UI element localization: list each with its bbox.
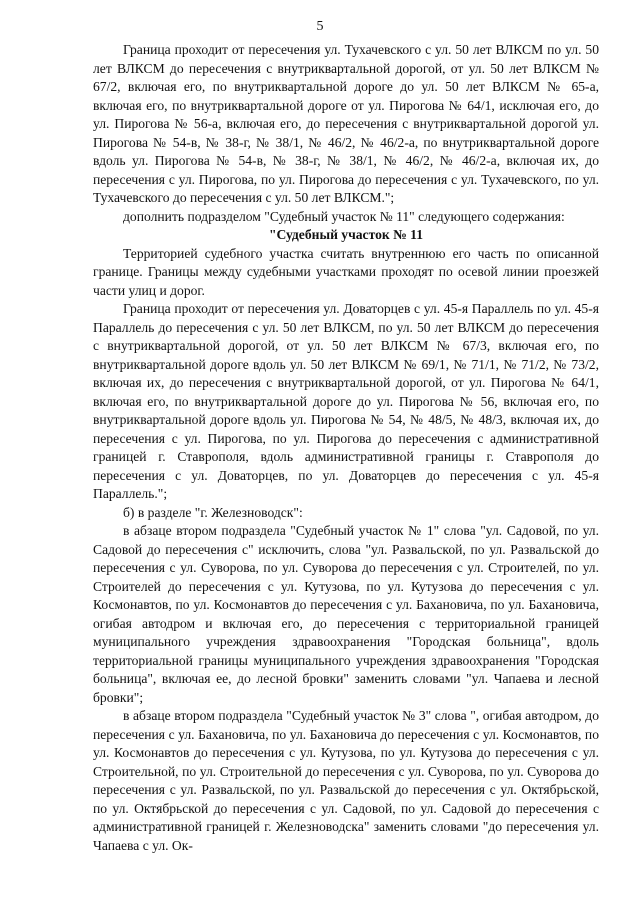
paragraph-boundary-section-10: Граница проходит от пересечения ул. Тухачевского с ул. 50 лет ВЛКСМ по ул. 50 лет ВЛКСМ до пересечения с внутриквартальной дорогой, от ул. 50 лет ВЛКСМ № 67/2, включая его, по внутриквартальной дороге до ул. 50 лет ВЛКСМ № 65-а, включая его, по внутриквартальной дороге от ул. Пирогова № 64/1, исключая его, до ул. Пирогова № 56-а, включая его, до пересечения с внутриквартальной дорогой ул. Пирогова № 54-в, № 38-г, № 38/1, № 46/2, № 46/2-а, по внутриквартальной дороге вдоль ул. Пирогова № 54-в, № 38-г, № 38/1, № 46/2, № 46/2-а, включая их, до пересечения с ул. Пирогова, по ул. Пирогова до пересечения с ул. Тухачевского, по ул. Тухачевского до пересечения с ул. 50 лет ВЛКСМ."; xyxy=(93,42,599,205)
paragraph-amend-section-3: в абзаце втором подраздела "Судебный участок № 3" слова ", огибая автодром, до пересечения с ул. Бахановича, по ул. Бахановича до пересечения с ул. Космонавтов, по ул. Космонавтов до пересечения с ул. Кутузова, по ул. Кутузова до пересечения с ул. Строительной, по ул. Строительной до пересечения с ул. Суворова, по ул. Суворова до пересечения с ул. Развальской, по ул. Развальской до пересечения с ул. Октябрьской, по ул. Октябрьской до пересечения с ул. Садовой, по ул. Садовой до пересечения с административной границей г. Железноводска" заменить словами "до пересечения ул. Чапаева с ул. Ок- xyxy=(93,708,599,853)
paragraph-amend-section-1: в абзаце втором подраздела "Судебный участок № 1" слова "ул. Садовой, по ул. Садовой до пересечения с" исключить, слова "ул. Развальской, по ул. Развальской до пересечения с ул. Суворова, по ул. Суворова до пересечения с ул. Строителей, по ул. Строителей до пересечения с ул. Кутузова, по ул. Кутузова до пересечения с ул. Космонавтов, по ул. Космонавтов до пересечения с ул. Бахановича, по ул. Бахановича, огибая автодром и включая его, до пересечения с территориальной границей муниципального учреждения здравоохранения "Городская больница", вдоль территориальной границы муниципального учреждения здравоохранения "Городская больница", включая ее, до лесной бровки" заменить словами "ул. Чапаева и лесной бровки"; xyxy=(93,523,599,705)
paragraph-territory: Территорией судебного участка считать внутреннюю его часть по описанной границе. Границы между судебными участками проходят по осевой линии проезжей части улиц и дорог. xyxy=(93,245,599,298)
page-number: 5 xyxy=(316,19,324,34)
paragraph-section-b: б) в разделе "г. Железноводск": xyxy=(123,504,303,520)
document-body xyxy=(93,41,599,855)
subsection-heading: "Судебный участок № 11 xyxy=(268,227,424,242)
paragraph-add-subsection: дополнить подразделом "Судебный участок № 11" следующего содержания: xyxy=(123,208,565,224)
paragraph-boundary-section-11: Граница проходит от пересечения ул. Доваторцев с ул. 45-я Параллель по ул. 45-я Параллель до пересечения с ул. 50 лет ВЛКСМ, по ул. 50 лет ВЛКСМ до пересечения с внутриквартальной дорогой, от ул. 50 лет ВЛКСМ № 67/3, включая его, по внутриквартальной дороге вдоль ул. 50 лет ВЛКСМ № 69/1, № 71/1, № 71/2, № 73/2, включая их, до пересечения с внутриквартальной дорогой, от ул. Пирогова № 64/1, включая его, по внутриквартальной дороге до ул. Пирогова № 56, включая его, по внутриквартальной дороге вдоль ул. Пирогова № 54, № 48/5, № 48/3, включая их, до пересечения с ул. Пирогова, по ул. Пирогова до пересечения с административной границей г. Ставрополя, вдоль административной границы г. Ставрополя до пересечения с ул. Доваторцев, по ул. Доваторцев до пересечения с ул. 45-я Параллель."; xyxy=(93,301,599,501)
